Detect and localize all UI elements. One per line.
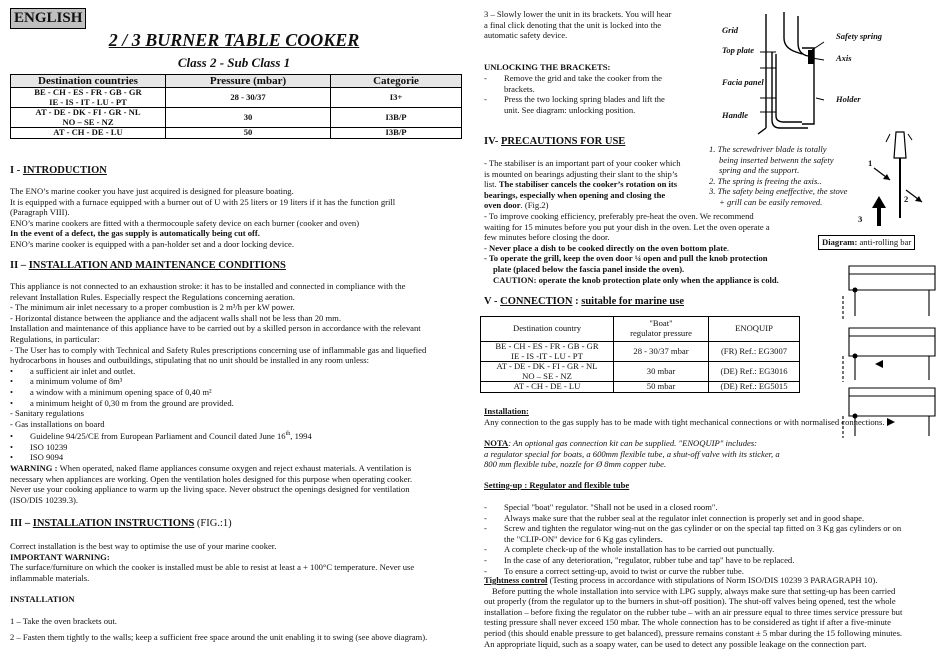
installation-label: INSTALLATION [10,594,75,604]
paragraph-line: testing pressure shall never exceed 150 mbar. The whole connection has to be considered as tight if after a five-minute [484,617,891,628]
list-item-text: Guideline 94/25/CE from European Parliament and Council dated June 16 [30,431,286,442]
paragraph: The surface/furniture on which the cooker is installed must be able to resist at least a + 100°C temperature. Never use [10,562,415,573]
cell-countries: BE - CH - ES - FR - GB - GR [34,87,142,97]
list-item: - Always make sure that the rubber seal at the regulator inlet connection is properly set and in good shape. [484,512,865,523]
facia-outline [776,54,802,122]
bullet-icon: • [10,365,14,376]
setup-heading: Setting-up : Regulator and flexible tube [484,480,630,490]
list-item-text: ISO 10239 [30,441,68,452]
table-row [481,362,800,382]
text: - [484,242,490,253]
anti-rolling-diagram [835,256,945,442]
tightness-block [484,575,902,649]
paragraph-line: a final click denoting that the unit is locked into the [484,19,662,30]
header-cell [481,317,614,342]
tightness-text: (Testing process in accordance with stipulations of Norm ISO/DIS 10239 3 PARAGRAPH 10). [547,575,878,585]
intro-body [10,186,395,250]
header-text: ENOQUIP [735,323,773,334]
diagram-label-text: anti-rolling bar [857,237,912,247]
list-item-text: , 1994 [290,431,312,442]
label-top-plate: Top plate [722,45,755,55]
paragraph-line: waiting for 15 minutes before you put your dish in the oven. Let the oven operate a [484,221,770,232]
cell-pressure: 28 - 30/37 [166,88,331,108]
paragraph-line: bearings, especially when opening and closing the [484,189,666,200]
header-pressure: Pressure (mbar) [166,75,331,88]
wall-line [758,14,766,134]
nota-text: a regulator special for boats, a 600mm flexible tube, a shut-off valve with its sticker, a [484,448,780,459]
arrow-number-2: 2 [904,194,909,204]
heading-text: CONNECTION [500,296,573,307]
section-heading-precautions [484,136,625,147]
list-item-text: brackets. [504,83,535,94]
note-line: 1. The screwdriver blade is totally [709,144,827,154]
list-item [10,398,426,409]
label-safety-spring: Safety spring [836,31,883,41]
header-category: Categorie [331,75,462,88]
step-item: 2 – Fasten them tightly to the walls; keep a sufficient free space around the unit enabling it to swing (see above diagram). [10,631,428,642]
step-3 [484,9,671,41]
paragraph-warning: In the event of a defect, the gas supply is automatically being cut off. [10,228,260,239]
paragraph-line: out properly (from the regulator up to the burners in shut-off position). The shut-off valves being opened, test the whole [484,596,896,607]
pivot-dot [853,288,858,293]
diagram-notes [709,144,847,207]
label-facia-panel: Facia panel [722,77,764,87]
paragraph: Correct installation is the best way to optimise the use of your marine cooker. [10,541,277,551]
cell-pressure: 50 [166,128,331,139]
cell-category: I3+ [331,88,462,108]
header-text: Destination country [512,323,582,334]
cell-countries: IE - IS - IT - LU - PT [49,96,127,107]
spring-line [798,16,808,56]
paragraph: ENO’s marine cooker is equipped with a pan-holder set and a door locking device. [10,238,294,249]
list-item-text: Press the two locking spring blades and lift the [504,94,665,105]
cell-pressure: 28 - 30/37 mbar [614,342,709,362]
stove-outline-3 [849,388,935,416]
paragraph-line: - Horizontal distance between the appliance and the adjacent walls shall not be less than 20 mm. [10,312,341,323]
label-axis: Axis [836,53,852,63]
list-item-text: Special "boat" regulator. "Shall not be used in a closed room". [504,502,718,512]
holder-outline [772,52,808,128]
bullet-icon: • [10,452,14,463]
cell-enoquip: (FR) Ref.: EG3007 [709,342,800,362]
list-item-text: a window with a minimum opening space of 0,40 m² [30,386,212,397]
heading-text: PRECAUTIONS FOR USE [501,136,626,147]
cell-pressure: 50 mbar [614,382,709,393]
destination-table [10,74,462,139]
list-item [10,442,426,453]
cell-countries: NO – SE - NZ [62,116,114,127]
motion-marks [886,134,912,142]
cell-enoquip: (DE) Ref.: EG3016 [709,362,800,382]
bullet-icon: • [10,397,14,408]
unlocking-heading: UNLOCKING THE BRACKETS: [484,62,611,72]
bullet-icon: • [10,441,14,452]
cell-countries: AT - DE - DK - FI - GR - NL [496,361,598,372]
table-row [11,128,462,139]
table-header-row [11,75,462,88]
section-heading-instructions [10,518,232,529]
note-line: spring and the support. [719,165,800,175]
list-item: - A complete check-up of the whole installation has to be carried out punctually. [484,544,775,555]
installation-heading: Installation: [484,406,529,416]
list-item: - Screw and tighten the regulator wing-nut on the gas cylinder or on the special tap fitted on 3 Kg gas cylinders or on [484,523,902,534]
page-title: 2 / 3 BURNER TABLE COOKER [108,30,360,50]
diagram-label: Diagram: [822,237,858,247]
list-item-text: a minimum volume of 8m³ [30,376,123,387]
warning-text: Never use your cooking appliance to warm up the living space. Never obstruct the openings designed for ventilation [10,484,410,495]
text: . (Fig.2) [520,200,549,211]
paragraph-line: is mounted on bearings adjusting their slant to the ship’s [484,168,678,179]
paragraph-line: - Gas installations on board [10,418,105,429]
bullet-icon: • [10,386,14,397]
page-subtitle: Class 2 - Sub Class 1 [177,55,291,70]
axis-block [808,50,814,64]
paragraph-line: 3 – Slowly lower the unit in its brackets. You will hear [484,9,672,19]
bullet-icon: • [10,376,14,387]
paragraph: The ENO’s marine cooker you have just acquired is designed for pleasure boating. [10,186,294,196]
nota-text: 800 mm flexible tube, nozzle for Ø 8mm copper tube. [484,459,667,470]
anti-rolling-label [818,235,915,250]
cell-countries: BE - CH - ES - FR - GB - GR [495,341,599,351]
cell-countries: AT - CH - DE - LU [11,128,166,139]
paragraph-line [484,200,681,211]
text: . [726,242,730,253]
nota-block [484,438,780,470]
cell-countries: IE - IS -IT - LU - PT [511,350,583,361]
cell-category: I3B/P [331,128,462,139]
instructions-body [10,541,414,583]
installation-body [10,281,426,505]
paragraph: inflammable materials. [10,572,90,583]
list-item-text: To ensure a correct setting-up, avoid to twist or curve the rubber tube. [504,565,744,576]
warning-text: When operated, naked flame appliances consume oxygen and reject exhaust materials. A ventilation is [59,462,412,473]
heading-text: INTRODUCTION [22,165,107,176]
text-bold: Never place a dish to be cooked directly on the oven bottom plate [489,242,727,253]
heading-sep: : [572,296,582,307]
header-cell [614,317,709,342]
table-header-row [481,317,800,342]
setup-list [484,502,901,576]
header-cell [709,317,800,342]
text-bold: oven door [484,200,521,211]
list-item: - Special "boat" regulator. "Shall not be used in a closed room". [484,502,718,512]
table-row [481,342,800,362]
table-row [11,108,462,128]
list-item-text: A complete check-up of the whole installation has to be carried out punctually. [504,544,775,555]
grid-line [784,12,802,54]
stove-outline-1 [849,266,935,290]
heading-prefix: III – [10,518,33,529]
list-item-text: Remove the grid and take the cooker from the [504,73,662,83]
arrow-left-icon [875,360,883,368]
precautions-body [484,158,681,211]
paragraph-line: Before putting the whole installation into service with LPG supply, always make sure that setting-up has been carried [492,585,896,596]
tightness-label: Tightness control [484,575,548,585]
warning-text: (ISO/DIS 10239.3). [10,494,79,505]
connection-table [480,316,800,393]
text: list. [484,179,499,190]
superscript: th [285,431,291,438]
label-grid: Grid [722,25,739,35]
cell-category: I3B/P [331,108,462,128]
cell-pressure: 30 mbar [614,362,709,382]
important-warning: IMPORTANT WARNING: [10,551,110,562]
note-line: 2. The spring is freeing the axis.. [709,175,822,186]
language-tag: ENGLISH [10,8,86,29]
warning-label: WARNING : [10,462,60,473]
heading-suffix: (FIG.:1) [194,518,232,529]
paragraph: ENO’s marine cookers are fitted with a thermocouple safety device on each burner (cooker and oven) [10,217,360,228]
paragraph-line: - The User has to comply with Technical and Safety Rules prescriptions concerning use of inflammable gas and liquefied [10,344,427,355]
unlocking-list [484,73,665,115]
list-item: - In the case of any deterioration, "regulator, rubber tube and tap" have to be replaced. [484,554,795,565]
list-item-text: unit. See diagram: unlocking position. [504,104,636,115]
paragraph-line: - The stabiliser is an important part of your cooker which [484,158,681,168]
arrow-number-3: 3 [858,214,863,224]
paragraph-line: An appropriate liquid, such as a soapy water, can be used to detect any possible leakage on the connection part. [484,638,867,649]
section-heading-connection [484,296,684,307]
cell-pressure: 30 [166,108,331,128]
paragraph-line: relevant Installation Rules. Especially respect the Regulations concerning aeration. [10,291,295,302]
cell-countries: NO – SE - NZ [522,370,572,381]
heading-subtext: suitable for marine use [581,296,684,307]
list-item: - Remove the grid and take the cooker from the [484,73,662,83]
paragraph-line: - To operate the grill, keep the oven door ¼ open and pull the knob protection [484,253,768,264]
heading-prefix: V - [484,296,501,307]
paragraph-line: - To improve cooking efficiency, preferably pre-heat the oven. We recommend [484,211,754,221]
heading-prefix: I - [10,165,23,176]
installation-text: Any connection to the gas supply has to be made with tight mechanical connections or with normalised connections. [484,417,885,427]
nota-line [484,438,780,449]
stove-outline-2 [849,328,935,356]
list-item-text: the "CLIP-ON" device for 6 Kg gas cylinders. [504,533,663,544]
list-item [10,366,426,377]
paragraph-line: - The minimum air inlet necessary to a proper combustion is 2 m³/h per kW power. [10,302,295,313]
list-item [10,429,426,441]
header-text: "Boat" [649,318,673,329]
list-item: - To ensure a correct setting-up, avoid to twist or curve the rubber tube. [484,565,744,576]
warning-text: necessary when appliances are working. Open the ventilation holes designed for this purpose when operating cooker. [10,473,413,484]
paragraph: It is equipped with a furnace equipped with a burner out of U with 25 liters or 19 liters if it has the function grill [10,196,396,207]
heading-prefix: II – [10,260,29,271]
paragraph-line: Installation and maintenance of this appliance have to be carried out by a skilled person in accordance with the relevant [10,323,421,334]
step-item: 1 – Take the oven brackets out. [10,616,117,626]
heading-text: INSTALLATION AND MAINTENANCE CONDITIONS [28,260,286,271]
pivot-dot [853,354,858,359]
bullet-icon: • [10,431,14,442]
arrow-right-icon [887,418,895,426]
paragraph: (Paragraph VIII). [10,207,70,218]
list-item-text: a sufficient air inlet and outlet. [30,365,136,376]
list-item [10,387,426,398]
paragraph-line: - Sanitary regulations [10,408,84,419]
installation-steps [10,616,427,642]
table-row [481,382,800,393]
precautions-body-2 [484,211,779,285]
up-arrow-icon [872,196,886,226]
table-row [11,88,462,108]
section-heading-intro [10,165,107,176]
heading-prefix: IV- [484,136,502,147]
cell-countries: AT - CH - DE - LU [481,382,614,393]
list-item: - Press the two locking spring blades and lift the [484,94,665,105]
paragraph-line: CAUTION: operate the knob protection plate only when the appliance is cold. [493,274,779,285]
heading-text: INSTALLATION INSTRUCTIONS [32,518,195,529]
tightness-heading-line [484,575,902,586]
list-item-text: In the case of any deterioration, "regulator, rubber tube and tap" have to be replaced. [504,554,795,565]
label-handle: Handle [722,110,748,120]
paragraph-line [484,179,681,190]
section-heading-installation [10,260,286,271]
text-bold: The stabiliser cancels the cooker’s rotation on its [498,179,678,190]
nota-label: NOTA [484,438,509,448]
header-text: regulator pressure [630,328,692,338]
header-destination: Destination countries [11,75,166,88]
paragraph-line: plate (placed below the fascia panel inside the oven). [493,263,685,274]
list-item-text: ISO 9094 [30,452,64,463]
paragraph-line: Regulations, in particular: [10,333,100,344]
cell-enoquip: (DE) Ref.: EG5015 [709,382,800,393]
paragraph-line: period (this should enable pressure to get balanced), pressure remains constant ± 5 mbar during the 15 following minutes. [484,627,903,638]
list-item [10,376,426,387]
warning-line [10,463,426,474]
nota-text: : An optional gas connection kit can be supplied. "ENOQUIP" includes: [508,438,758,448]
note-line: 3. The safety being eneffective, the stove [709,186,848,196]
arrow-number-1: 1 [868,158,873,168]
paragraph-line: This appliance is not connected to an exhaustion stroke: it has to be installed and connected in compliance with the [10,281,406,291]
paragraph-line [484,243,779,254]
leg-lines [855,290,929,436]
list-item-text: a minimum height of 0,30 m from the ground are provided. [30,397,234,408]
list-item-text: Always make sure that the rubber seal at the regulator inlet connection is properly set and in good shape. [504,512,865,523]
screwdriver-handle [894,132,906,158]
paragraph-line: automatic safety device. [484,30,568,41]
label-holder: Holder [836,94,861,104]
paragraph-line: few minutes before closing the door. [484,232,610,243]
paragraph-line: installation – before fixing the regulator on the rubber tube – with an air pressure equal to three times service pressure but [484,606,903,617]
paragraph-line: hydrocarbons in houses and outbuildings, stipulating that no unit should be installed in any room unless: [10,355,369,366]
cell-countries: AT - DE - DK - FI - GR - NL [35,107,141,118]
note-line: being inserted betwenn the safety [719,154,834,165]
list-item-text: Screw and tighten the regulator wing-nut on the gas cylinder or on the special tap fitted on 3 Kg gas cylinders or on [504,523,902,534]
note-line: + grill can be easily removed. [719,196,823,207]
list-item [10,452,426,463]
